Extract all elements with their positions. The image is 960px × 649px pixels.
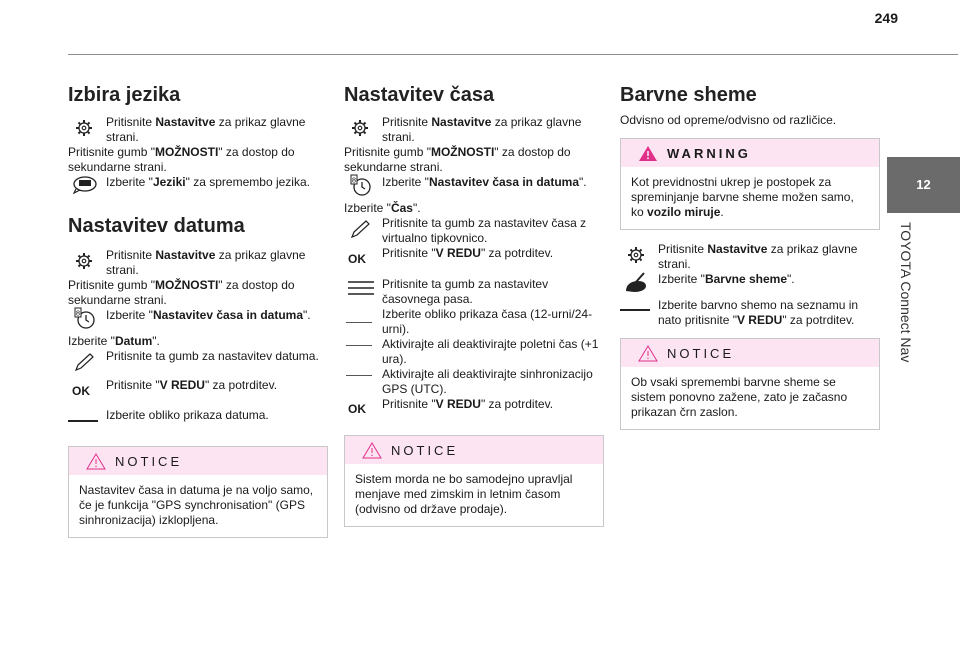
step-set-time: Pritisnite ta gumb za nastavitev časa z virtualno tipkovnico. <box>344 216 604 246</box>
section-title-time: Nastavitev časa <box>344 84 495 106</box>
step-select-scheme: Izberite barvno shemo na seznamu in nato pritisnite "V REDU" za potrditev. <box>620 298 880 328</box>
notice-text: Nastavitev časa in datuma je na voljo samo, če je funkcija "GPS synchronisation" (GPS sinhronizacija) izklopljena. <box>79 483 314 527</box>
notice-title: NOTICE <box>391 443 459 458</box>
pencil-icon <box>70 352 98 372</box>
intro-text: Odvisno od opreme/odvisno od različice. <box>620 113 837 127</box>
step-time-date: 8 Izberite "Nastavitev časa in datuma". <box>344 175 604 193</box>
step-summer-time: Aktivirajte ali deaktivirajte poletni čas (+1 ura). <box>344 337 604 367</box>
step-confirm: OK Pritisnite "V REDU" za potrditev. <box>348 246 554 266</box>
pencil-icon <box>346 219 374 239</box>
column-time <box>344 82 604 527</box>
warning-triangle-icon <box>362 442 382 459</box>
header-rule <box>68 54 958 55</box>
svg-text:8: 8 <box>351 176 357 185</box>
selector-bar-icon <box>68 420 98 422</box>
section-title-date: Nastavitev datuma <box>68 215 245 237</box>
clock-icon <box>346 173 374 197</box>
toggle-line-icon <box>346 375 372 376</box>
step-open-settings: Pritisnite Nastavitve za prikaz glavne strani. <box>344 115 604 145</box>
ok-icon: OK <box>348 252 366 266</box>
chapter-tab: 12 <box>887 157 960 213</box>
step-time-format: Izberite obliko prikaza časa (12-urni/24-urni). <box>344 307 604 337</box>
step-confirm: OK Pritisnite "V REDU" za potrditev. <box>72 378 278 398</box>
step-options: Pritisnite gumb "MOŽNOSTI" za dostop do sekundarne strani. <box>344 145 571 174</box>
warning-title: WARNING <box>667 146 751 161</box>
notice-box <box>68 446 328 538</box>
step-languages: Izberite "Jeziki" za spremembo jezika. <box>68 175 328 193</box>
step-color-schemes: Izberite "Barvne sheme". <box>620 272 880 290</box>
toggle-line-icon <box>346 345 372 346</box>
svg-text:8: 8 <box>75 309 81 318</box>
warning-box <box>620 138 880 230</box>
section-title-language: Izbira jezika <box>68 84 181 106</box>
selector-bar-icon <box>620 309 650 311</box>
list-icon <box>346 279 374 299</box>
step-open-settings-2: Pritisnite Nastavitve za prikaz glavne strani. <box>68 248 328 278</box>
column-language-date <box>68 82 328 538</box>
step-time-date: 8 Izberite "Nastavitev časa in datuma". <box>68 308 328 326</box>
gear-icon <box>70 251 98 271</box>
notice-title: NOTICE <box>667 346 735 361</box>
toggle-line-icon <box>346 322 372 323</box>
notice-box <box>620 338 880 430</box>
step-timezone: Pritisnite ta gumb za nastavitev časovnega pasa. <box>344 277 604 307</box>
warning-triangle-icon <box>86 453 106 470</box>
notice-text: Sistem morda ne bo samodejno upravljal menjave med zimskim in letnim časom (odvisno od države prodaje). <box>355 472 573 516</box>
ok-icon: OK <box>72 384 90 398</box>
notice-box <box>344 435 604 527</box>
palette-icon <box>622 272 650 292</box>
column-color-schemes <box>620 82 880 430</box>
page-number: 249 <box>874 10 898 26</box>
language-icon <box>70 174 98 194</box>
gear-icon <box>70 118 98 138</box>
step-gps-sync: Aktivirajte ali deaktivirajte sinhronizacijo GPS (UTC). <box>344 367 604 397</box>
ok-icon: OK <box>348 402 366 416</box>
warning-text: Kot previdnostni ukrep je postopek za spreminjanje barvne sheme možen samo, ko vozilo miruje. <box>631 175 854 219</box>
step-open-settings: Pritisnite Nastavitve za prikaz glavne strani. <box>68 115 328 145</box>
warning-triangle-icon <box>638 145 658 162</box>
section-title-color-schemes: Barvne sheme <box>620 84 757 106</box>
step-select-time: Izberite "Čas". <box>344 201 421 215</box>
step-set-date: Pritisnite ta gumb za nastavitev datuma. <box>68 349 328 367</box>
step-open-settings: Pritisnite Nastavitve za prikaz glavne strani. <box>620 242 880 272</box>
step-date-format: Izberite obliko prikaza datuma. <box>68 408 328 426</box>
step-select-date: Izberite "Datum". <box>68 334 160 348</box>
gear-icon <box>346 118 374 138</box>
gear-icon <box>622 245 650 265</box>
notice-text: Ob vsaki spremembi barvne sheme se sistem ponovno zažene, zato je začasno prikazan črn zaslon. <box>631 375 848 419</box>
step-confirm-2: OK Pritisnite "V REDU" za potrditev. <box>348 397 554 416</box>
step-options: Pritisnite gumb "MOŽNOSTI" za dostop do sekundarne strani. <box>68 145 295 174</box>
step-options-2: Pritisnite gumb "MOŽNOSTI" za dostop do sekundarne strani. <box>68 278 295 307</box>
notice-title: NOTICE <box>115 454 183 469</box>
warning-triangle-icon <box>638 345 658 362</box>
clock-icon <box>70 306 98 330</box>
chapter-title: TOYOTA Connect Nav <box>898 222 914 363</box>
